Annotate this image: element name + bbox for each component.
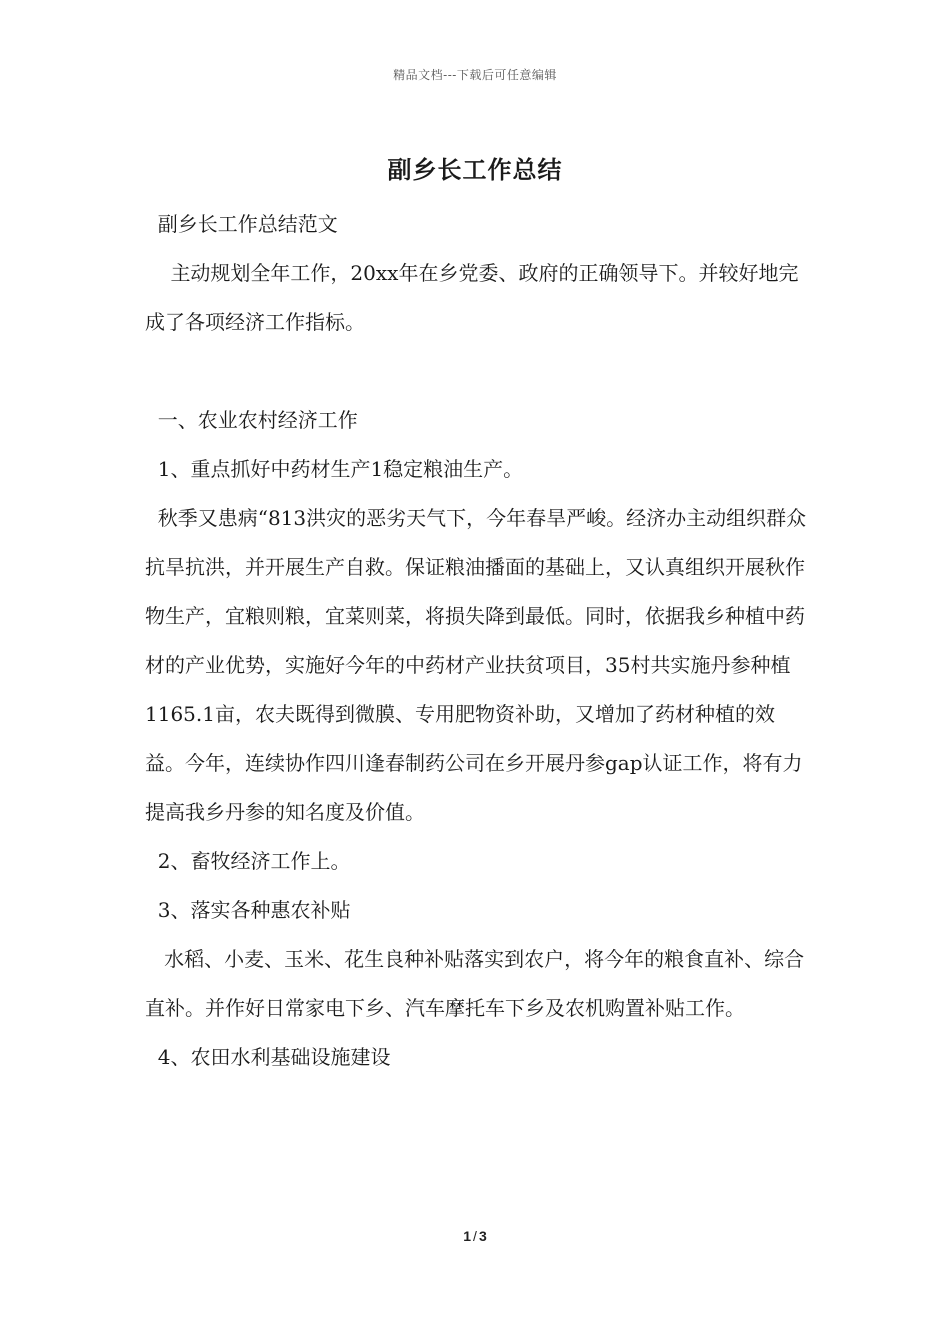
section-heading: 一、农业农村经济工作 [145,408,358,432]
body-paragraph: 秋季又患病“813洪灾的恶劣天气下，今年春旱严峻。经济办主动组织群众抗旱抗洪，并开展生产自救。保证粮油播面的基础上，又认真组织开展秋作物生产，宜粮则粮，宜菜则菜，将损失降到最低。同时，依据我乡种植中药材的产业优势，实施好今年的中药材产业扶贫项目，35村共实施丹参种植1165.1亩，农夫既得到微膜、专用肥物资补助，又增加了药材种植的效益。今年，连续协作四川逢春制药公司在乡开展丹参gap认证工作，将有力提高我乡丹参的知名度及价值。 [145,506,807,824]
item-heading: 3、落实各种惠农补贴 [145,898,351,922]
page-total: 3 [478,1228,487,1244]
intro-paragraph: 主动规划全年工作，20xx年在乡党委、政府的正确领导下。并较好地完成了各项经济工作指标。 [145,261,799,334]
paragraph-spacer [145,347,810,396]
page-number [0,1228,950,1244]
subtitle-paragraph: 副乡长工作总结范文 [145,212,338,236]
page-separator: / [473,1228,477,1244]
document-body [145,200,810,1082]
body-paragraph: 水稻、小麦、玉米、花生良种补贴落实到农户，将今年的粮食直补、综合直补。并作好日常家电下乡、汽车摩托车下乡及农机购置补贴工作。 [145,947,805,1020]
item-heading: 1、重点抓好中药材生产1稳定粮油生产。 [145,457,524,481]
document-header-note: 精品文档---下载后可任意编辑 [393,68,557,82]
page-current: 1 [463,1228,472,1244]
document-title: 副乡长工作总结 [387,155,563,184]
item-heading: 4、农田水利基础设施建设 [145,1045,391,1069]
item-heading: 2、畜牧经济工作上。 [145,849,351,873]
